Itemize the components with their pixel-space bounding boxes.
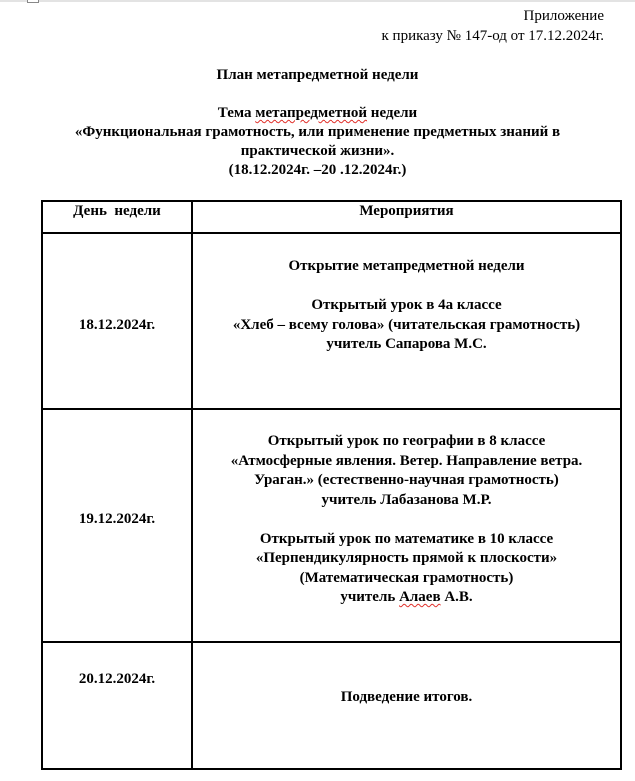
- event-line: «Перпендикулярность прямой к плоскости»: [255, 550, 558, 566]
- event-line: Открытый урок по математике в 10 классе: [259, 530, 554, 547]
- event-line: Подведение итогов.: [340, 689, 473, 705]
- event-line: Ураган.» (естественно-научная грамотность): [254, 472, 559, 488]
- events-cell: [192, 409, 621, 642]
- event-line: «Атмосферные явления. Ветер. Направление ветра.: [230, 452, 583, 469]
- spellcheck-word[interactable]: метапредметной: [255, 105, 368, 121]
- theme-block: [0, 104, 635, 180]
- appendix-title: Приложение: [523, 8, 604, 24]
- spellcheck-word[interactable]: Алаев: [399, 589, 441, 605]
- spacer: [193, 277, 620, 297]
- event-line: «Хлеб – всему голова» (читательская грамотность): [232, 316, 581, 333]
- event-line: учитель Лабазанова М.Р.: [321, 491, 492, 508]
- appendix-order-ref: к приказу № 147-од от 17.12.2024г.: [381, 28, 604, 44]
- header-day: День недели: [42, 201, 192, 233]
- table-row: [42, 409, 621, 642]
- week-dates: (18.12.2024г. –20 .12.2024г.): [228, 162, 407, 178]
- date-text: 19.12.2024г.: [78, 511, 156, 527]
- date-text: 18.12.2024г.: [78, 317, 156, 333]
- event-line: (Математическая грамотность): [299, 569, 514, 586]
- table-row: [42, 642, 621, 769]
- event-line: учитель Сапарова М.С.: [326, 336, 487, 352]
- plan-table: [41, 200, 622, 770]
- header-events: Мероприятия: [192, 201, 621, 233]
- event-line-teacher: учитель Алаев А.В.: [340, 589, 473, 605]
- event-line: Открытие метапредметной недели: [288, 258, 525, 274]
- theme-line-2: практической жизни».: [240, 143, 395, 159]
- event-line: Открытый урок по географии в 8 классе: [267, 433, 546, 449]
- theme-heading: Тема метапредметной недели: [217, 105, 418, 121]
- theme-line-1: «Функциональная грамотность, или применение предметных знаний в: [74, 124, 561, 140]
- date-cell: [42, 233, 192, 409]
- plan-title: План метапредметной недели: [216, 67, 419, 83]
- events-cell: [192, 642, 621, 769]
- table-header-row: [42, 201, 621, 233]
- date-text: 20.12.2024г.: [78, 671, 156, 687]
- ruler-bar: [0, 0, 635, 2]
- date-cell: [42, 409, 192, 642]
- table-row: [42, 233, 621, 409]
- event-line: Открытый урок в 4а классе: [311, 297, 502, 313]
- ruler-marker[interactable]: [27, 0, 39, 3]
- date-cell: [42, 642, 192, 769]
- events-cell: [192, 233, 621, 409]
- spacer: [193, 510, 620, 530]
- appendix-header: [382, 6, 605, 46]
